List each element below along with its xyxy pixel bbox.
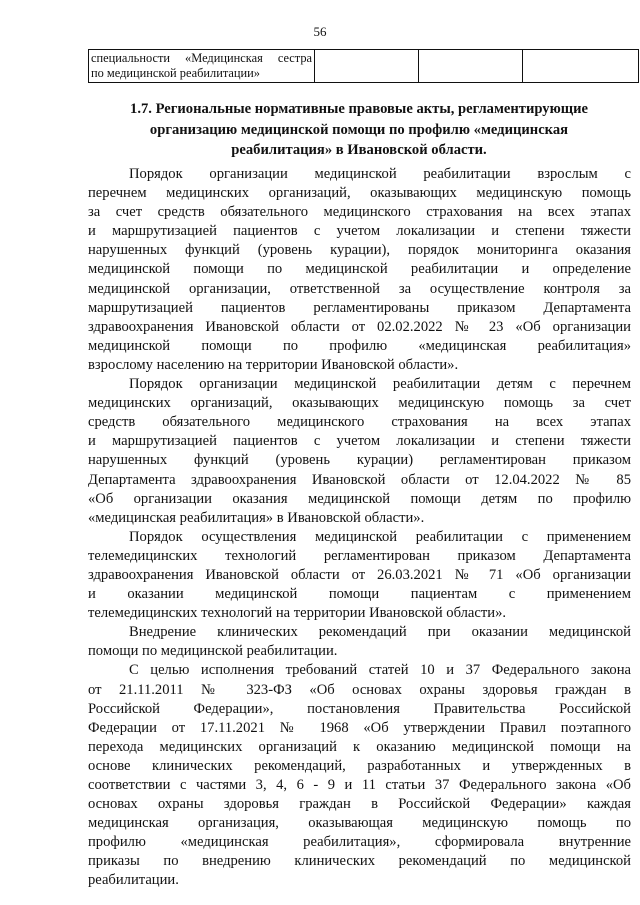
- text-line: за счет средств обязательного медицинского страхования на всех этапах: [88, 204, 631, 221]
- heading-line: организацию медицинской помощи по профилю «медицинская: [149, 121, 569, 138]
- text-line: «Об организации оказания медицинской помощи детям по профилю: [88, 490, 631, 507]
- paragraph-adult-rehabilitation: [88, 165, 631, 375]
- text-line: Порядок организации медицинской реабилитации взрослым с: [129, 166, 631, 182]
- table-cell-empty: [523, 50, 639, 83]
- text-line: Департамента здравоохранения Ивановской области от 12.04.2022 № 85: [88, 471, 631, 488]
- text-line: профилю «медицинская реабилитация», сформировала внутренние: [88, 834, 631, 851]
- table-cell-empty: [419, 50, 523, 83]
- heading-line: реабилитация» в Ивановской области.: [231, 142, 487, 158]
- text-line: телемедицинских технологий регламентирован приказом Департамента: [88, 547, 631, 564]
- text-line: нарушенных функций (уровень курации) регламентирован приказом: [88, 452, 631, 469]
- body-text: [88, 165, 631, 891]
- text-line: основе клинических рекомендаций, разработанных и утвержденных в: [88, 757, 631, 774]
- text-line: здравоохранения Ивановской области от 26.03.2021 № 71 «Об организации: [88, 566, 631, 583]
- paragraph-child-rehabilitation: [88, 375, 631, 528]
- table-cell-specialty: [89, 50, 315, 83]
- text-line: помощи по медицинской реабилитации.: [88, 643, 338, 660]
- text-line: приказы по внедрению клинических рекомендаций по медицинской: [88, 853, 631, 870]
- table-cell-empty: [315, 50, 419, 83]
- continued-table: [88, 49, 639, 83]
- page-number: 56: [313, 24, 327, 39]
- text-line: средств обязательного медицинского страхования на всех этапах: [88, 414, 631, 431]
- text-line: Внедрение клинических рекомендаций при оказании медицинской: [129, 624, 631, 641]
- text-line: и оказании медицинской помощи пациентам с применением: [88, 586, 631, 603]
- text-line: взрослому населению на территории Ивановской области».: [88, 356, 459, 373]
- text-line: реабилитации.: [88, 872, 179, 889]
- text-line: медицинской помощи по медицинской реабилитации и определение: [88, 261, 631, 278]
- text-line: здравоохранения Ивановской области от 02.02.2022 № 23 «Об организации: [88, 318, 631, 335]
- table-cell-line: специальности «Медицинская сестра: [91, 51, 313, 65]
- text-line: и маршрутизацией пациентов с учетом локализации и степени тяжести: [88, 433, 631, 450]
- text-line: от 21.11.2011 № 323-ФЗ «Об основах охраны здоровья граждан в: [88, 681, 631, 698]
- text-line: Порядок осуществления медицинской реабилитации с применением: [129, 528, 631, 545]
- text-line: «медицинская реабилитация» в Ивановской области».: [88, 509, 425, 526]
- table-row: [89, 50, 639, 83]
- text-line: нарушенных функций (уровень курации), порядок мониторинга оказания: [88, 242, 631, 259]
- paragraph-clinical-guidelines-heading: [88, 623, 631, 661]
- text-line: Федерации от 17.11.2021 № 1968 «Об утверждении Правил поэтапного: [88, 719, 631, 736]
- text-line: Порядок организации медицинской реабилитации детям с перечнем: [129, 376, 631, 393]
- text-line: и маршрутизацией пациентов с учетом локализации и степени тяжести: [88, 223, 631, 240]
- text-line: С целью исполнения требований статей 10 и 37 Федерального закона: [129, 662, 631, 679]
- text-line: соответствии с частями 3, 4, 6 - 9 и 11 статьи 37 Федерального закона «Об: [88, 777, 631, 793]
- text-line: маршрутизацией пациентов регламентированы приказом Департамента: [88, 299, 631, 316]
- paragraph-federal-law: [88, 661, 631, 890]
- text-line: Российской Федерации», постановления Правительства Российской: [88, 700, 631, 717]
- text-line: телемедицинских технологий на территории Ивановской области».: [88, 605, 507, 622]
- heading-line: 1.7. Региональные нормативные правовые акты, регламентирующие: [130, 101, 588, 117]
- text-line: медицинской помощи по профилю «медицинская реабилитация»: [88, 337, 631, 354]
- paragraph-telemedicine: [88, 528, 631, 623]
- text-line: медицинской организации, ответственной за осуществление контроля за: [88, 280, 631, 297]
- table-cell-line: по медицинской реабилитации»: [91, 65, 260, 80]
- text-line: перечнем медицинских организаций, оказывающих медицинскую помощь: [88, 185, 631, 202]
- text-line: основах охраны здоровья граждан в Российской Федерации» каждая: [88, 796, 631, 813]
- text-line: медицинских организаций, оказывающих медицинскую помощь за счет: [88, 395, 631, 412]
- section-heading: [88, 99, 630, 161]
- text-line: медицинская организация, оказывающая медицинскую помощь по: [88, 815, 631, 832]
- text-line: перехода медицинских организаций к оказанию медицинской помощи на: [88, 738, 631, 755]
